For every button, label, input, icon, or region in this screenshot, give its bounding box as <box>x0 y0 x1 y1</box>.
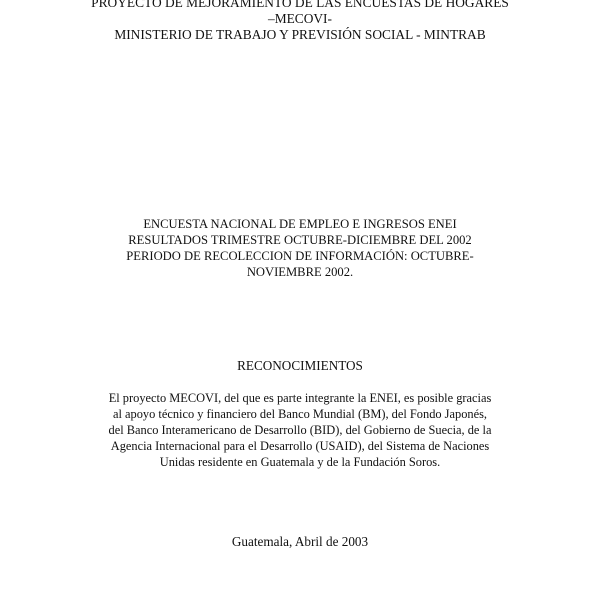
survey-title-line: RESULTADOS TRIMESTRE OCTUBRE-DICIEMBRE DEL 2002 <box>128 233 472 247</box>
ministry-name: MINISTERIO DE TRABAJO Y PREVISIÓN SOCIAL - MINTRAB <box>114 27 486 42</box>
paragraph-line: del Banco Interamericano de Desarrollo (BID), del Gobierno de Suecia, de la <box>108 423 492 437</box>
paragraph-line: Unidas residente en Guatemala y de la Fundación Soros. <box>159 455 441 469</box>
project-name: PROYECTO DE MEJORAMIENTO DE LAS ENCUESTAS DE HOGARES <box>91 0 509 10</box>
paragraph-line: Agencia Internacional para el Desarrollo (USAID), del Sistema de Naciones <box>110 439 490 453</box>
place-and-date: Guatemala, Abril de 2003 <box>231 534 369 549</box>
paragraph-line: al apoyo técnico y financiero del Banco Mundial (BM), del Fondo Japonés, <box>112 407 488 421</box>
paragraph-line: El proyecto MECOVI, del que es parte integrante la ENEI, es posible gracias <box>108 391 492 405</box>
acknowledgements-heading: RECONOCIMIENTOS <box>237 358 363 373</box>
survey-title-line: NOVIEMBRE 2002. <box>246 265 354 279</box>
survey-title-line: PERIODO DE RECOLECCION DE INFORMACIÓN: OCTUBRE- <box>126 249 474 263</box>
survey-title-line: ENCUESTA NACIONAL DE EMPLEO E INGRESOS ENEI <box>143 217 457 231</box>
project-acronym: –MECOVI- <box>268 11 332 26</box>
